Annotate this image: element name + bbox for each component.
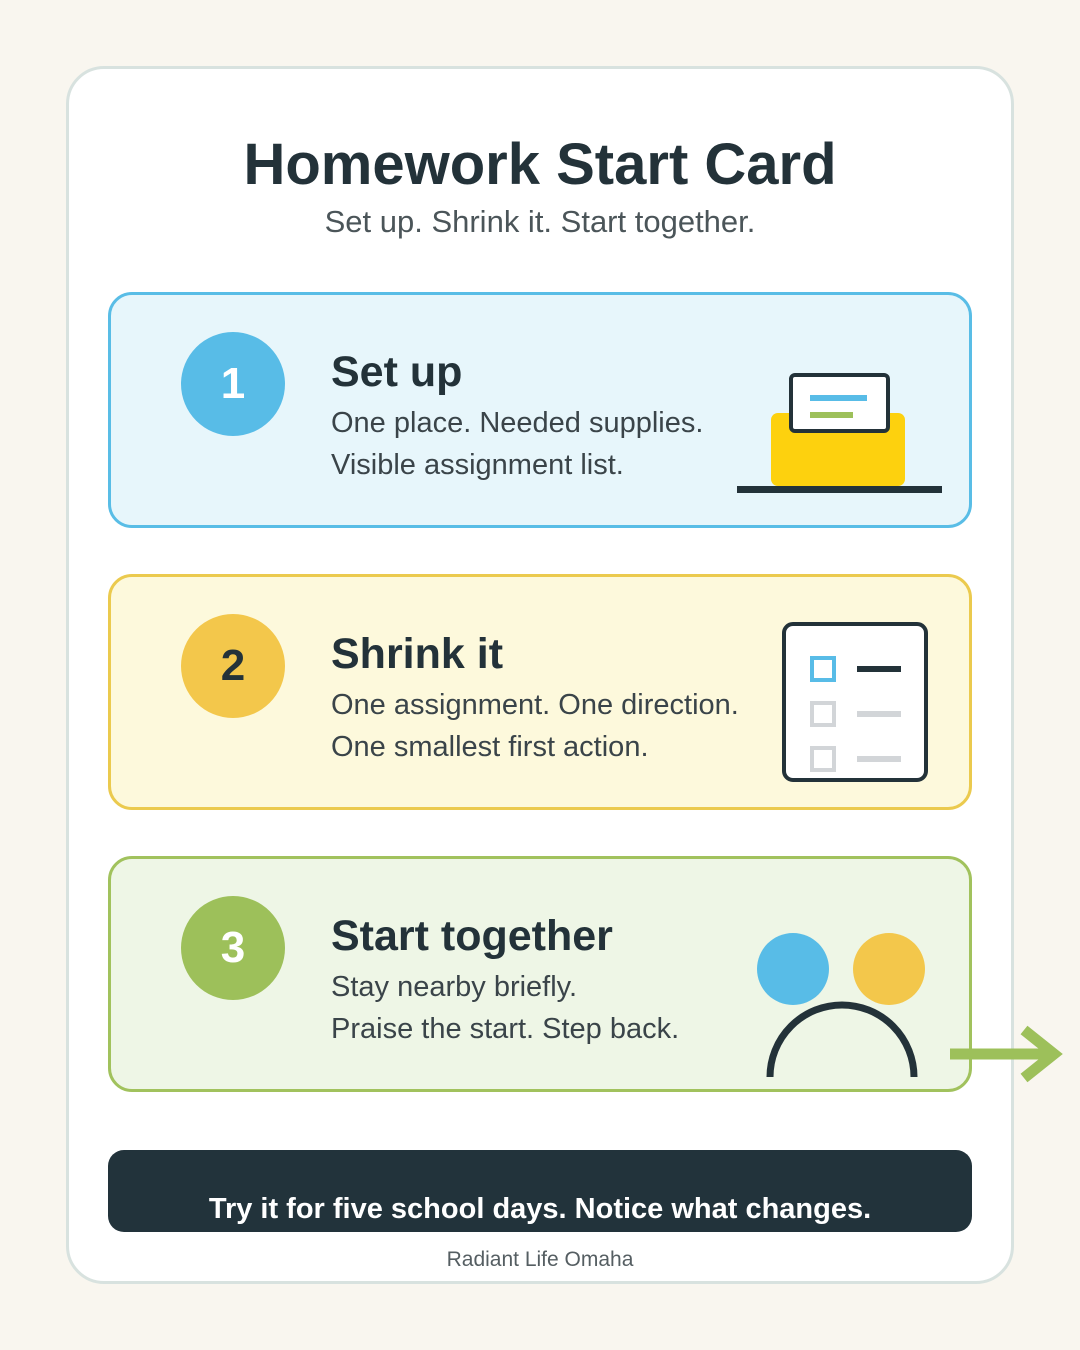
step-card-set-up bbox=[108, 292, 972, 528]
arrow-right-icon bbox=[950, 1024, 1068, 1084]
desk-with-folder-icon bbox=[733, 369, 943, 499]
page-subtitle: Set up. Shrink it. Start together. bbox=[324, 204, 756, 239]
step-title: Start together bbox=[331, 912, 613, 960]
step-description-line: Praise the start. Step back. bbox=[331, 1013, 680, 1045]
call-to-action-banner bbox=[108, 1150, 972, 1232]
brand-footer: Radiant Life Omaha bbox=[446, 1248, 634, 1271]
step-number-badge: 2 bbox=[181, 614, 285, 718]
call-to-action-text: Try it for five school days. Notice what changes. bbox=[208, 1193, 872, 1225]
step-description-line: Visible assignment list. bbox=[331, 449, 624, 481]
page-title: Homework Start Card bbox=[243, 132, 837, 197]
step-card-shrink-it bbox=[108, 574, 972, 810]
checklist-icon bbox=[781, 621, 931, 787]
step-number-badge: 3 bbox=[181, 896, 285, 1000]
step-description-line: One assignment. One direction. bbox=[331, 689, 739, 721]
step-description-line: Stay nearby briefly. bbox=[331, 971, 578, 1003]
step-description-line: One smallest first action. bbox=[331, 731, 649, 763]
step-number-badge: 1 bbox=[181, 332, 285, 436]
step-card-start-together bbox=[108, 856, 972, 1092]
two-people-icon bbox=[751, 927, 931, 1077]
step-title: Shrink it bbox=[331, 630, 504, 678]
step-description-line: One place. Needed supplies. bbox=[331, 407, 704, 439]
step-title: Set up bbox=[331, 348, 463, 396]
